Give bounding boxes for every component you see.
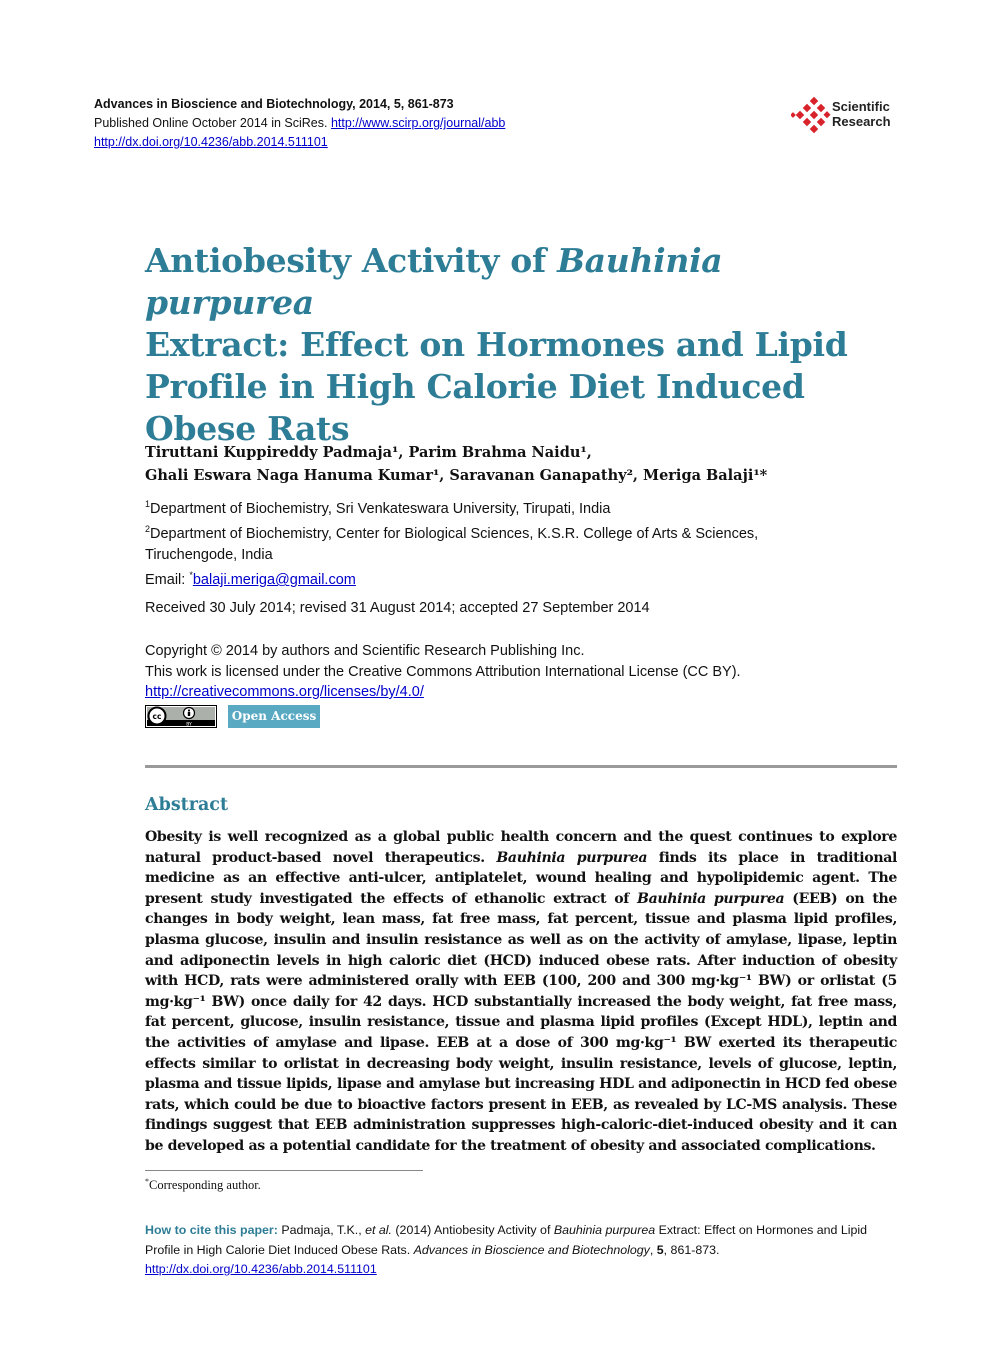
cite-label: How to cite this paper:	[145, 1223, 282, 1237]
journal-link[interactable]: http://www.scirp.org/journal/abb	[330, 116, 506, 130]
footnote-divider	[145, 1170, 423, 1171]
title-part-2: Extract: Effect on Hormones and Lipid Profile in High Calorie Diet Induced Obese Rats	[145, 325, 848, 448]
cite-authors: Padmaja, T.K.,	[281, 1223, 366, 1237]
received-dates: Received 30 July 2014; revised 31 August 2014; accepted 27 September 2014	[145, 600, 650, 616]
license-link[interactable]: http://creativecommons.org/licenses/by/4.0/	[145, 684, 424, 700]
copyright-block	[145, 641, 741, 703]
affiliation-2-text: Department of Biochemistry, Center for Biological Sciences, K.S.R. College of Arts & Sciences,	[150, 526, 759, 543]
open-access-badge[interactable]: Open Access	[228, 705, 320, 728]
affiliation-1	[145, 494, 758, 519]
abstract-species-1: Bauhinia purpurea	[496, 849, 648, 866]
copyright-line: Copyright © 2014 by authors and Scientific Research Publishing Inc.	[145, 643, 585, 659]
email-link[interactable]: balaji.meriga@gmail.com	[192, 571, 356, 588]
affiliation-2-cont: Tiruchengode, India	[145, 546, 273, 563]
abstract-species-2: Bauhinia purpurea	[637, 890, 785, 907]
email-label: Email:	[145, 571, 190, 588]
svg-text:BY: BY	[186, 722, 192, 728]
published-line	[94, 114, 505, 133]
cite-sep: ,	[649, 1242, 657, 1257]
section-divider	[145, 765, 897, 768]
journal-header	[94, 95, 505, 152]
abstract-body	[145, 827, 897, 1157]
abstract-text-2: finds its place in traditional medicine as an effective anti-ulcer, antiplatelet, wound healing and hypolipidemic agent. The present study investigated the effects of ethanolic extract of	[145, 849, 898, 907]
affiliation-2-number: 2	[145, 524, 151, 535]
published-text: Published Online October 2014 in SciRes.	[94, 116, 331, 130]
footnote	[145, 1177, 261, 1193]
logo-text	[832, 99, 891, 129]
paper-title	[145, 240, 875, 450]
doi-link[interactable]: http://dx.doi.org/10.4236/abb.2014.511101	[94, 135, 328, 149]
authors-line-2: Ghali Eswara Naga Hanuma Kumar¹, Saravanan Ganapathy², Meriga Balaji¹*	[145, 467, 768, 484]
cite-etal: et al.	[365, 1223, 392, 1237]
logo-line-1: Scientific	[832, 99, 890, 114]
footnote-text: Corresponding author.	[149, 1178, 261, 1193]
cite-doi-link[interactable]: http://dx.doi.org/10.4236/abb.2014.511101	[145, 1262, 377, 1276]
authors-line-1: Tiruttani Kuppireddy Padmaja¹, Parim Brahma Naidu¹,	[145, 444, 592, 461]
title-species: Bauhinia purpurea	[145, 241, 723, 322]
affiliation-1-text: Department of Biochemistry, Sri Venkateswara University, Tirupati, India	[150, 500, 611, 517]
cite-volume: 5	[656, 1242, 664, 1257]
email-line	[145, 565, 758, 590]
author-list	[145, 441, 767, 487]
cite-text-2: Extract: Effect on Hormones and Lipid Profile in High Calorie Diet Induced Obese Rats.	[145, 1223, 868, 1257]
how-to-cite	[145, 1221, 900, 1280]
cc-by-badge[interactable]	[145, 705, 217, 728]
cite-pages: , 861-873.	[663, 1242, 720, 1257]
license-line: This work is licensed under the Creative Commons Attribution International License (CC BY).	[145, 663, 741, 680]
abstract-heading: Abstract	[145, 795, 229, 815]
cite-species: Bauhinia purpurea	[553, 1223, 656, 1237]
abstract-text-1: Obesity is well recognized as a global public health concern and the quest continues to explore natural product-based novel therapeutics.	[145, 829, 897, 866]
svg-text:cc: cc	[152, 712, 162, 721]
affiliation-2	[145, 519, 758, 544]
affiliation-1-number: 1	[145, 499, 151, 509]
abstract-text-3: (EEB) on the changes in body weight, lean mass, fat free mass, fat percent, tissue and plasma lipid profiles, plasma glucose, insulin and insulin resistance as well as on the activity of amylase, lipase, leptin and adiponectin levels in high caloric diet (HCD) induced obese rats. After induction of obesity with HCD, rats were administered orally with EEB (100, 200 and 300 mg·kg⁻¹ BW) or orlistat (5 mg·kg⁻¹ BW) once daily for 42 days. HCD substantially increased the body weight, fat free mass, fat percent, glucose, insulin resistance, tissue and plasma lipid profiles (Except HDL), leptin and the activities of amylase and lipase. EEB at a dose of 300 mg·kg⁻¹ BW exerted its therapeutic effects similar to orlistat in decreasing body weight, insulin resistance, levels of glucose, leptin, plasma and tissue lipids, lipase and amylase but increasing HDL and adiponectin in HCD fed obese rats, which could be due to bioactive factors present in EEB, as revealed by LC-MS analysis. These findings suggest that EEB administration suppresses high-caloric-diet-induced obesity and it can be developed as a potential candidate for the treatment of obesity and associated complications.	[145, 890, 897, 1154]
email-mark: *	[189, 570, 193, 581]
title-part-1: Antiobesity Activity of	[145, 241, 558, 280]
logo-line-2: Research	[832, 114, 891, 129]
footnote-mark: *	[145, 1177, 149, 1186]
affiliations	[145, 494, 758, 590]
cite-text-1: (2014) Antiobesity Activity of	[391, 1223, 554, 1237]
journal-citation: Advances in Bioscience and Biotechnology, 2014, 5, 861-873	[94, 97, 454, 111]
cite-journal: Advances in Bioscience and Biotechnology	[413, 1242, 650, 1257]
